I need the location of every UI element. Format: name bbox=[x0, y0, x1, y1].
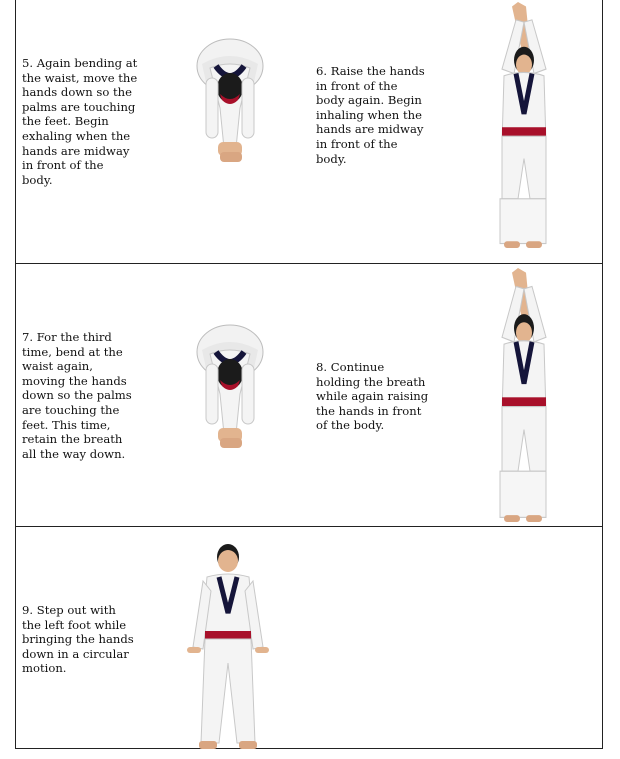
step-7-text: 7. For the third time, bend at the waist again, moving the hands down so the palms are touching the feet. This time, retain the breath all the way down. bbox=[22, 330, 132, 461]
step-9-text: 9. Step out with the left foot while bringing the hands down in a circular motion. bbox=[22, 603, 134, 676]
step-6-text: 6. Raise the hands in front of the body again. Begin inhaling when the hands are midway in front of the body. bbox=[316, 64, 425, 166]
standing-hands-down-figure bbox=[184, 543, 272, 749]
table-row bbox=[16, 263, 602, 526]
table-row bbox=[16, 0, 602, 263]
arms-raised-figure bbox=[490, 268, 558, 522]
arms-raised-figure bbox=[490, 2, 558, 248]
bent-forward-figure bbox=[196, 324, 264, 450]
bent-forward-figure bbox=[196, 38, 264, 164]
instruction-table bbox=[15, 0, 603, 749]
step-5-text: 5. Again bending at the waist, move the hands down so the palms are touching the feet. Begin exhaling when the hands are midway in front of the body. bbox=[22, 56, 138, 187]
table-row bbox=[16, 526, 602, 748]
step-8-text: 8. Continue holding the breath while again raising the hands in front of the body. bbox=[316, 360, 429, 433]
